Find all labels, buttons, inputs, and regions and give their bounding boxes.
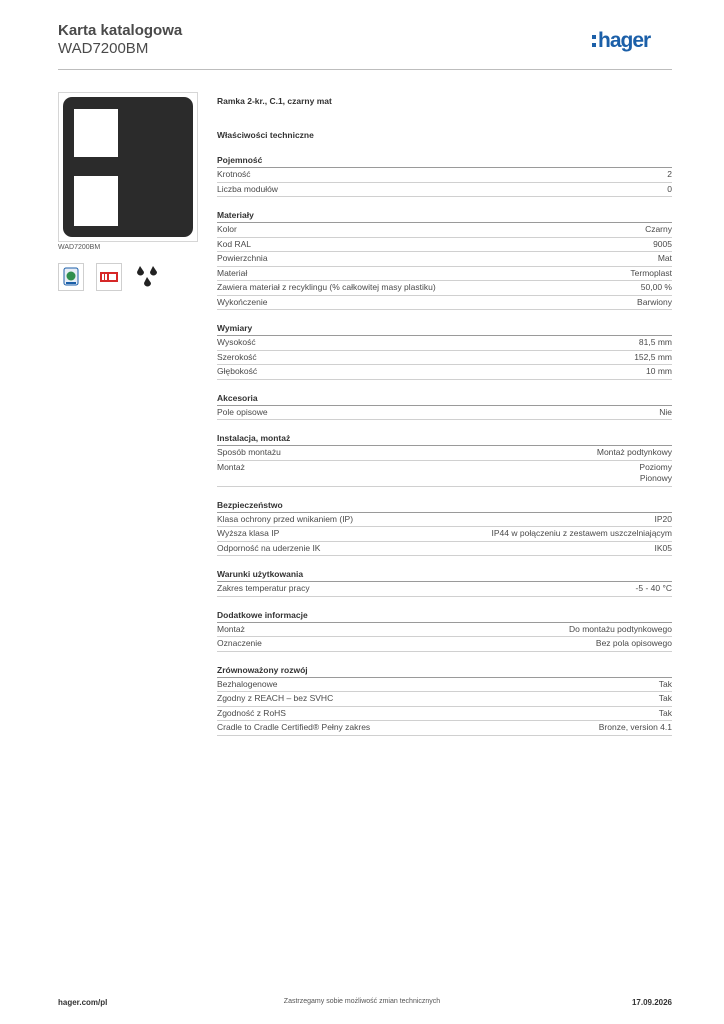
spec-label: Zgodność z RoHS xyxy=(217,707,286,718)
spec-row xyxy=(217,365,672,380)
section-title: Wymiary xyxy=(217,322,672,336)
spec-label: Montaż xyxy=(217,461,245,472)
spec-section xyxy=(217,392,672,421)
spec-value: IP44 w połączeniu z zestawem uszczelniającym xyxy=(491,528,672,538)
spec-label: Głębokość xyxy=(217,366,258,376)
spec-label: Odporność na uderzenie IK xyxy=(217,542,321,553)
spec-label: Wyższa klasa IP xyxy=(217,528,280,538)
spec-value: 0 xyxy=(667,183,672,194)
spec-label: Wysokość xyxy=(217,337,256,347)
spec-row xyxy=(217,351,672,366)
frame-illustration xyxy=(59,93,197,241)
image-caption: WAD7200BM xyxy=(58,244,101,251)
footer-date: 17.09.2026 xyxy=(631,998,672,1007)
document-title: Karta katalogowa xyxy=(58,22,183,39)
spec-row xyxy=(217,637,672,652)
spec-value: 2 xyxy=(667,169,672,179)
spec-sections xyxy=(217,154,672,736)
spec-label: Zakres temperatur pracy xyxy=(217,583,310,593)
hager-logo xyxy=(590,24,672,54)
technical-properties-heading: Właściwości techniczne xyxy=(217,130,314,140)
spec-value: Montaż podtynkowy xyxy=(596,447,672,457)
document-header xyxy=(58,20,672,70)
ip-rating-icon xyxy=(96,263,122,291)
spec-section xyxy=(217,154,672,197)
spec-value: Tak xyxy=(658,678,672,689)
spec-value: Termoplast xyxy=(630,267,672,278)
spec-row xyxy=(217,406,672,421)
spec-row xyxy=(217,692,672,707)
spec-value: 81,5 mm xyxy=(638,337,672,347)
spec-row xyxy=(217,446,672,461)
spec-row xyxy=(217,281,672,296)
spec-section xyxy=(217,322,672,380)
spec-row xyxy=(217,527,672,542)
spec-row xyxy=(217,252,672,267)
spec-value: 9005 xyxy=(653,238,672,249)
spec-section xyxy=(217,664,672,736)
spec-value: Barwiony xyxy=(637,296,672,307)
spec-label: Liczba modułów xyxy=(217,183,278,194)
section-title: Warunki użytkowania xyxy=(217,568,672,582)
water-drops-icon xyxy=(134,263,160,291)
product-code: WAD7200BM xyxy=(58,40,149,57)
spec-row xyxy=(217,168,672,183)
spec-row xyxy=(217,223,672,238)
section-title: Instalacja, montaż xyxy=(217,432,672,446)
section-title: Materiały xyxy=(217,209,672,223)
spec-label: Cradle to Cradle Certified® Pełny zakres xyxy=(217,722,371,732)
spec-label: Zgodny z REACH – bez SVHC xyxy=(217,693,334,703)
spec-row xyxy=(217,461,672,487)
spec-section xyxy=(217,568,672,597)
spec-value: Poziomy Pionowy xyxy=(639,461,672,483)
section-title: Zrównoważony rozwój xyxy=(217,664,672,678)
spec-value: 10 mm xyxy=(646,366,672,376)
spec-label: Sposób montażu xyxy=(217,447,281,457)
spec-label: Kolor xyxy=(217,224,237,234)
spec-value: Tak xyxy=(658,693,672,703)
product-image xyxy=(58,92,198,242)
spec-value: Tak xyxy=(658,707,672,718)
spec-label: Oznaczenie xyxy=(217,638,262,648)
certification-badges xyxy=(58,263,198,293)
spec-row xyxy=(217,336,672,351)
specification-content xyxy=(217,92,672,736)
section-title: Akcesoria xyxy=(217,392,672,406)
spec-section xyxy=(217,432,672,487)
spec-section xyxy=(217,209,672,310)
spec-label: Montaż xyxy=(217,623,245,634)
spec-section xyxy=(217,499,672,557)
brand-wordmark: hager xyxy=(598,29,651,52)
spec-row xyxy=(217,267,672,282)
spec-value: IP20 xyxy=(654,513,672,524)
spec-row xyxy=(217,513,672,528)
section-title: Bezpieczeństwo xyxy=(217,499,672,513)
spec-value: Do montażu podtynkowego xyxy=(568,623,672,634)
section-title: Pojemność xyxy=(217,154,672,168)
spec-value: Mat xyxy=(657,253,672,263)
product-description: Ramka 2-kr., C.1, czarny mat xyxy=(217,96,332,106)
spec-value: 152,5 mm xyxy=(634,351,672,362)
spec-section xyxy=(217,609,672,652)
spec-label: Krotność xyxy=(217,169,251,179)
spec-row xyxy=(217,238,672,253)
spec-label: Szerokość xyxy=(217,351,257,362)
spec-label: Materiał xyxy=(217,267,248,278)
spec-value: Bronze, version 4.1 xyxy=(598,722,672,732)
spec-value: Bez pola opisowego xyxy=(595,638,672,648)
spec-row xyxy=(217,707,672,722)
spec-row xyxy=(217,721,672,736)
header-divider xyxy=(58,69,672,70)
recycling-badge-icon xyxy=(58,263,84,291)
spec-row xyxy=(217,678,672,693)
spec-label: Bezhalogenowe xyxy=(217,678,278,689)
spec-row xyxy=(217,582,672,597)
spec-row xyxy=(217,542,672,557)
spec-label: Zawiera materiał z recyklingu (% całkowitej masy plastiku) xyxy=(217,282,436,292)
spec-value: -5 - 40 °C xyxy=(635,583,672,593)
spec-label: Wykończenie xyxy=(217,296,268,307)
spec-value: 50,00 % xyxy=(640,282,672,292)
section-title: Dodatkowe informacje xyxy=(217,609,672,623)
spec-row xyxy=(217,623,672,638)
footer-disclaimer: Zastrzegamy sobie możliwość zmian technicznych xyxy=(283,998,441,1005)
spec-value: Nie xyxy=(659,406,672,417)
spec-label: Klasa ochrony przed wnikaniem (IP) xyxy=(217,513,354,524)
spec-value: Czarny xyxy=(645,224,672,234)
spec-label: Powierzchnia xyxy=(217,253,268,263)
footer-website[interactable]: hager.com/pl xyxy=(58,998,108,1007)
spec-row xyxy=(217,183,672,198)
spec-label: Pole opisowe xyxy=(217,406,268,417)
spec-value: IK05 xyxy=(654,542,672,553)
spec-label: Kod RAL xyxy=(217,238,252,249)
spec-row xyxy=(217,296,672,311)
